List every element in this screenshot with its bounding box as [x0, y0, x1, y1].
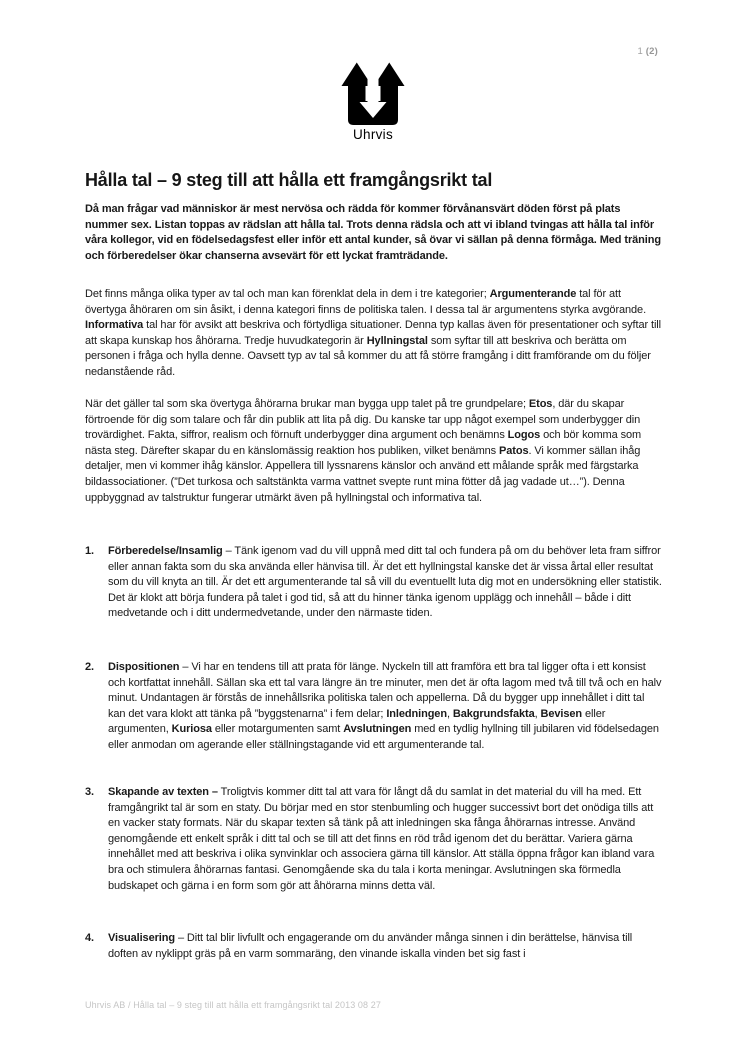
footer-text: Uhrvis AB / Hålla tal – 9 steg till att hålla ett framgångsrikt tal 2013 08 27 — [85, 1000, 381, 1010]
list-item-text: Skapande av texten – Troligtvis kommer ditt tal att vara för långt då du samlat in det material du vill ha med. Ett framgångrikt tal är som en staty. Du börjar med en stor stenbumling och hugger successivt bort det onödiga tills att en vacker staty formats. När du skapar texten så tänk på att inledningen ska fånga åhörarnas intresse. Använd genomgående ett enkelt språk i ditt tal och se till att det finns en röd tråd igenom det du berättar. Variera gärna innehållet med att beskriva i olika synvinklar och associera gärna till känslor. Att ställa öppna frågor kan ibland vara bra och stimulera åhörarnas fantasi. Genomgående ska du tala i korta meningar. Avslutningen ska förmedla budskapet och gärna i en form som gör att åhörarna minns detta väl. — [108, 786, 655, 892]
list-item-number: 1. — [85, 545, 94, 557]
uhrvis-logo — [0, 61, 746, 141]
uhrvis-logo-icon — [341, 61, 405, 127]
list-item-number: 4. — [85, 932, 94, 944]
list-item-text: Dispositionen – Vi har en tendens till att prata för länge. Nyckeln till att framföra ett bra tal ligger ofta i ett konsist och kortfattat innehåll. Sällan ska ett tal vara längre än tre minuter, men det är ofta lagom med två till två och en halv minut. Undantagen är förstås de innehållsrika politiska talen och appellerna. Då du bygger upp innehållet i ditt tal kan det vara klokt att tänka på ”byggstenarna” i fem delar; Inledningen, Bakgrundsfakta, Bevisen eller argumenten, Kuriosa eller motargumenten samt Avslutningen med en tydlig hyllning till jubilaren vid födelsedagen eller anmodan om agerande eller ställningstagande vid ett argumenterande tal. — [108, 661, 662, 751]
list-item-text: Visualisering – Ditt tal blir livfullt och engagerande om du använder många sinnen i din berättelse, hänvisa till doften av nyklippt gräs på en varm sommaräng, den vinande iskalla vinden bet sig fast i — [108, 932, 633, 960]
list-item-number: 2. — [85, 661, 94, 673]
list-item-text: Förberedelse/Insamlig – Tänk igenom vad du vill uppnå med ditt tal och fundera på om du behöver leta fram siffror eller annan fakta som du ska använda eller hänvisa till. Är det ett hyllningstal kanske det är vissa årtal eller resultat som du vill knyta an till. Är det ett argumenterande tal så vill du eventuellt luta dig mot en undersökning eller statistik. Det är klokt att börja fundera på talet i god tid, så att du hinner tänka igenom upplägg och innehåll – både i ditt medvetande och i ditt undermedvetande, under den närmaste tiden. — [108, 545, 662, 620]
document-title: Hålla tal – 9 steg till att hålla ett framgångsrikt tal — [85, 170, 493, 190]
paragraph-speech-types: Det finns många olika typer av tal och man kan förenklat dela in dem i tre kategorier; Argumenterande tal för att övertyga åhöraren om sin åsikt, i denna kategori finns de politiska talen. I dessa tal är argumentens styrka avgörande. Informativa tal har för avsikt att beskriva och förtydliga situationer. Denna typ kallas även för presentationer och syftar till att skapa kunskap hos åhörarna. Tredje huvudkategorin är Hyllningstal som syftar till att beskriva och berätta om personen i fråga och hylla denne. Oavsett typ av tal så kommer du att få större framgång i ditt framförande om du följer nedanstående råd. — [85, 288, 661, 378]
page-number: 1 (2) — [637, 46, 658, 57]
uhrvis-logo-wordmark: Uhrvis — [352, 127, 394, 142]
paragraph-three-pillars: När det gäller tal som ska övertyga åhörarna brukar man bygga upp talet på tre grundpelare; Etos, där du skapar förtroende för dig som talare och får din publik att lita på dig. Du kanske tar upp något exempel som underbygger din trovärdighet. Fakta, siffror, realism och förnuft underbygger dina argument och benämns Logos och bör komma som nästa steg. Därefter skapar du en känslomässig reaktion hos publiken, vilket benämns Patos. Vi kommer sällan ihåg detaljer, men vi kommer ihåg känslor. Appellera till lyssnarens känslor och använd ett målande språk med färgstarka bildassociationer. (”Det turkosa och saltstänkta varma vattnet svepte runt mina fötter då jag vadade ut…”). Denna uppbyggnad av talstruktur fungerar utmärkt även på hyllningstal och informativa tal. — [85, 398, 642, 504]
intro-paragraph: Då man frågar vad människor är mest nervösa och rädda för kommer förvånansvärt döden först på plats nummer sex. Listan toppas av rädslan att hålla tal. Trots denna rädsla och att vi ibland tvingas att hålla tal inför våra kollegor, vid en födelsedagsfest eller inför ett antal kunder, så övar vi sällan på denna förmåga. Med träning och förberedelser ökar chanserna avsevärt för ett lyckat framträdande. — [85, 203, 661, 262]
list-item-number: 3. — [85, 786, 94, 798]
